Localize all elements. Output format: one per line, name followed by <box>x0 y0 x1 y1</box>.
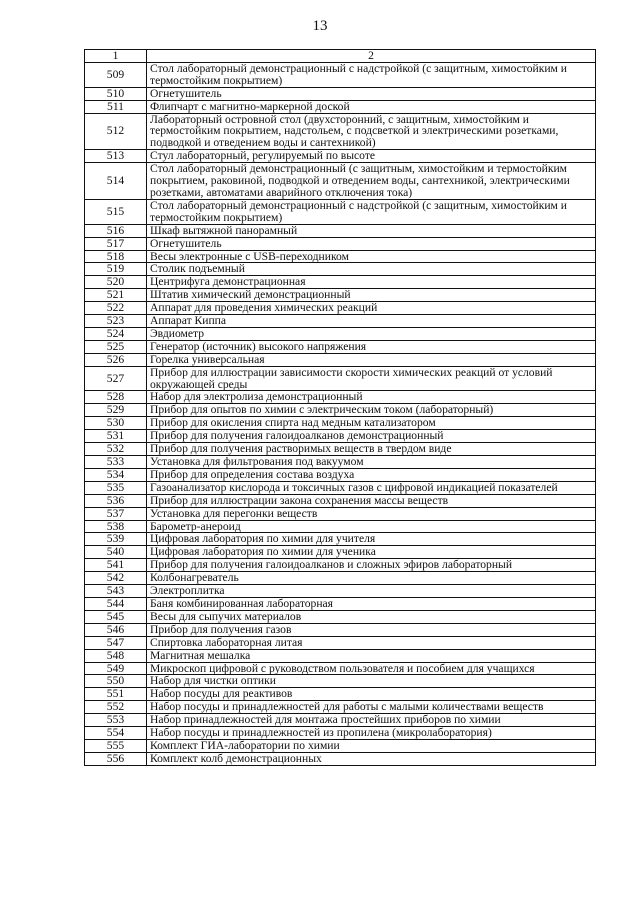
table-row <box>85 391 596 404</box>
row-number: 536 <box>85 494 147 507</box>
row-number: 511 <box>85 100 147 113</box>
row-number: 555 <box>85 739 147 752</box>
table-row <box>85 113 596 150</box>
row-item-name: Набор принадлежностей для монтажа простейших приборов по химии <box>147 714 596 727</box>
row-number: 523 <box>85 315 147 328</box>
table-row <box>85 340 596 353</box>
row-number: 512 <box>85 113 147 150</box>
page-number: 13 <box>312 18 328 34</box>
row-number: 513 <box>85 150 147 163</box>
row-item-name: Набор посуды для реактивов <box>147 688 596 701</box>
row-number: 516 <box>85 224 147 237</box>
table-row <box>85 675 596 688</box>
row-number: 537 <box>85 507 147 520</box>
row-number: 521 <box>85 289 147 302</box>
row-number: 556 <box>85 752 147 765</box>
table-row <box>85 623 596 636</box>
table-row <box>85 163 596 200</box>
row-number: 538 <box>85 520 147 533</box>
table-row <box>85 597 596 610</box>
table-header-row <box>85 50 596 63</box>
table-row <box>85 62 596 87</box>
table-row <box>85 520 596 533</box>
row-number: 520 <box>85 276 147 289</box>
row-number: 517 <box>85 237 147 250</box>
table-row <box>85 456 596 469</box>
row-number: 514 <box>85 163 147 200</box>
row-item-name: Прибор для определения состава воздуха <box>147 468 596 481</box>
row-number: 544 <box>85 597 147 610</box>
row-number: 509 <box>85 62 147 87</box>
table-row <box>85 468 596 481</box>
row-item-name: Стул лабораторный, регулируемый по высоте <box>147 150 596 163</box>
row-item-name: Цифровая лаборатория по химии для ученика <box>147 546 596 559</box>
row-item-name: Прибор для иллюстрации закона сохранения массы веществ <box>147 494 596 507</box>
table-row <box>85 224 596 237</box>
row-item-name: Спиртовка лабораторная литая <box>147 636 596 649</box>
row-number: 552 <box>85 701 147 714</box>
table-row <box>85 250 596 263</box>
table-row <box>85 727 596 740</box>
row-item-name: Прибор для получения растворимых веществ в твердом виде <box>147 443 596 456</box>
row-item-name: Набор для чистки оптики <box>147 675 596 688</box>
row-item-name: Магнитная мешалка <box>147 649 596 662</box>
row-number: 522 <box>85 302 147 315</box>
table-row <box>85 327 596 340</box>
row-item-name: Комплект колб демонстрационных <box>147 752 596 765</box>
row-item-name: Прибор для получения галоидоалканов демонстрационный <box>147 430 596 443</box>
row-number: 524 <box>85 327 147 340</box>
row-number: 542 <box>85 572 147 585</box>
table-row <box>85 714 596 727</box>
row-number: 546 <box>85 623 147 636</box>
table-row <box>85 87 596 100</box>
table-row <box>85 276 596 289</box>
row-item-name: Стол лабораторный демонстрационный (с защитным, химостойким и термостойким покрытием, раковиной, подводкой и отведением воды, сантехникой, электрическими розетками, автоматами аварийного отключения тока) <box>147 163 596 200</box>
row-item-name: Флипчарт с магнитно-маркерной доской <box>147 100 596 113</box>
table-row <box>85 662 596 675</box>
row-number: 518 <box>85 250 147 263</box>
row-number: 525 <box>85 340 147 353</box>
row-item-name: Центрифуга демонстрационная <box>147 276 596 289</box>
row-number: 527 <box>85 366 147 391</box>
row-number: 533 <box>85 456 147 469</box>
row-number: 534 <box>85 468 147 481</box>
table-row <box>85 572 596 585</box>
table-row <box>85 100 596 113</box>
row-number: 535 <box>85 481 147 494</box>
header-col-number: 1 <box>85 50 147 63</box>
row-item-name: Лабораторный островной стол (двухсторонний, с защитным, химостойким и термостойким покрытием, надстольем, с подсветкой и электрическими розетками, подводкой и отведением воды и сантехникой) <box>147 113 596 150</box>
table-row <box>85 289 596 302</box>
table-row <box>85 546 596 559</box>
row-item-name: Штатив химический демонстрационный <box>147 289 596 302</box>
row-item-name: Столик подъемный <box>147 263 596 276</box>
row-item-name: Колбонагреватель <box>147 572 596 585</box>
row-item-name: Электроплитка <box>147 585 596 598</box>
row-item-name: Микроскоп цифровой с руководством пользователя и пособием для учащихся <box>147 662 596 675</box>
table-row <box>85 739 596 752</box>
row-item-name: Эвдиометр <box>147 327 596 340</box>
row-number: 532 <box>85 443 147 456</box>
table-row <box>85 315 596 328</box>
row-item-name: Прибор для получения газов <box>147 623 596 636</box>
table-row <box>85 150 596 163</box>
header-col-name: 2 <box>147 50 596 63</box>
table-row <box>85 430 596 443</box>
row-number: 528 <box>85 391 147 404</box>
row-item-name: Горелка универсальная <box>147 353 596 366</box>
row-item-name: Цифровая лаборатория по химии для учителя <box>147 533 596 546</box>
row-number: 530 <box>85 417 147 430</box>
table-row <box>85 701 596 714</box>
row-item-name: Прибор для окисления спирта над медным катализатором <box>147 417 596 430</box>
table-row <box>85 481 596 494</box>
row-item-name: Стол лабораторный демонстрационный с надстройкой (с защитным, химостойким и термостойким покрытием) <box>147 62 596 87</box>
row-item-name: Прибор для опытов по химии с электрическим током (лабораторный) <box>147 404 596 417</box>
table-body <box>85 50 596 766</box>
row-item-name: Весы электронные с USB-переходником <box>147 250 596 263</box>
row-item-name: Установка для перегонки веществ <box>147 507 596 520</box>
row-item-name: Аппарат Киппа <box>147 315 596 328</box>
table-row <box>85 263 596 276</box>
row-number: 515 <box>85 199 147 224</box>
table-row <box>85 366 596 391</box>
row-number: 545 <box>85 610 147 623</box>
row-item-name: Набор посуды и принадлежностей из пропилена (микролаборатория) <box>147 727 596 740</box>
row-item-name: Прибор для получения галоидоалканов и сложных эфиров лабораторный <box>147 559 596 572</box>
table-row <box>85 752 596 765</box>
row-number: 543 <box>85 585 147 598</box>
row-item-name: Барометр-анероид <box>147 520 596 533</box>
row-number: 541 <box>85 559 147 572</box>
table-row <box>85 353 596 366</box>
table-row <box>85 649 596 662</box>
row-item-name: Прибор для иллюстрации зависимости скорости химических реакций от условий окружающей среды <box>147 366 596 391</box>
row-number: 553 <box>85 714 147 727</box>
row-item-name: Шкаф вытяжной панорамный <box>147 224 596 237</box>
table-row <box>85 494 596 507</box>
table-row <box>85 559 596 572</box>
table-row <box>85 507 596 520</box>
row-item-name: Набор посуды и принадлежностей для работы с малыми количествами веществ <box>147 701 596 714</box>
table-row <box>85 404 596 417</box>
row-number: 531 <box>85 430 147 443</box>
row-number: 550 <box>85 675 147 688</box>
row-item-name: Весы для сыпучих материалов <box>147 610 596 623</box>
table-row <box>85 302 596 315</box>
row-item-name: Генератор (источник) высокого напряжения <box>147 340 596 353</box>
row-item-name: Огнетушитель <box>147 87 596 100</box>
table-row <box>85 688 596 701</box>
table-row <box>85 199 596 224</box>
table-row <box>85 443 596 456</box>
row-number: 529 <box>85 404 147 417</box>
table-row <box>85 417 596 430</box>
row-item-name: Газоанализатор кислорода и токсичных газов с цифровой индикацией показателей <box>147 481 596 494</box>
row-item-name: Стол лабораторный демонстрационный с надстройкой (с защитным, химостойким и термостойким покрытием) <box>147 199 596 224</box>
row-number: 540 <box>85 546 147 559</box>
table-row <box>85 636 596 649</box>
table-row <box>85 533 596 546</box>
row-item-name: Набор для электролиза демонстрационный <box>147 391 596 404</box>
row-item-name: Баня комбинированная лабораторная <box>147 597 596 610</box>
table-row <box>85 237 596 250</box>
row-number: 510 <box>85 87 147 100</box>
row-number: 547 <box>85 636 147 649</box>
row-item-name: Аппарат для проведения химических реакций <box>147 302 596 315</box>
row-number: 551 <box>85 688 147 701</box>
row-item-name: Комплект ГИА-лаборатории по химии <box>147 739 596 752</box>
row-number: 526 <box>85 353 147 366</box>
table-row <box>85 585 596 598</box>
row-number: 519 <box>85 263 147 276</box>
row-item-name: Установка для фильтрования под вакуумом <box>147 456 596 469</box>
row-number: 548 <box>85 649 147 662</box>
row-number: 549 <box>85 662 147 675</box>
table-row <box>85 610 596 623</box>
row-number: 554 <box>85 727 147 740</box>
equipment-table <box>84 49 596 766</box>
row-number: 539 <box>85 533 147 546</box>
row-item-name: Огнетушитель <box>147 237 596 250</box>
